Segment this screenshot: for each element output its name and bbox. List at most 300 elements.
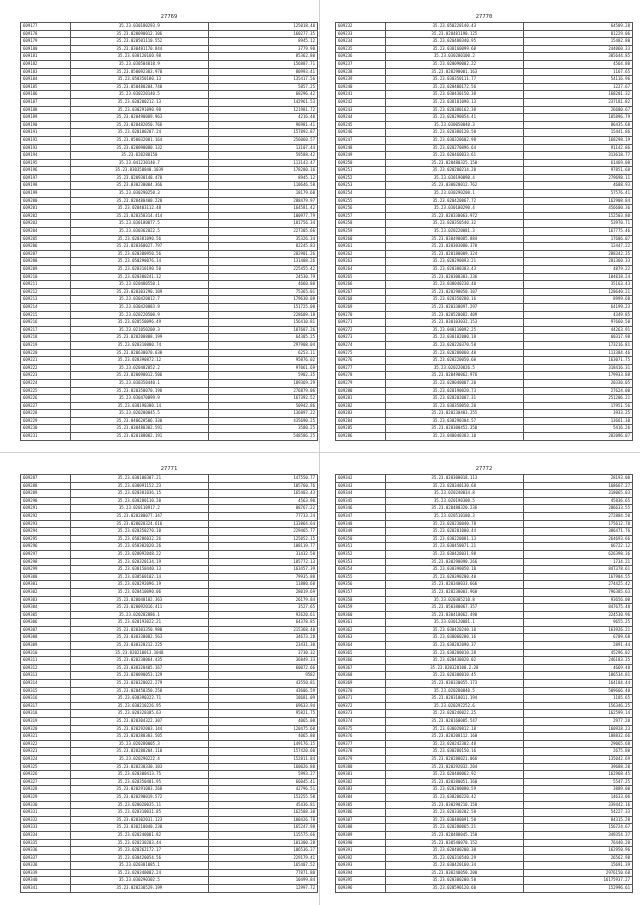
parcel-code-cell: 35.23.020220500.9 [70, 311, 208, 319]
table-row [21, 144, 318, 152]
row-id-cell: 609336 [21, 847, 71, 855]
table-row [21, 288, 318, 296]
row-id-cell: 609249 [336, 152, 386, 160]
data-table [20, 22, 318, 441]
parcel-code-cell: 35.23.020420067.72 [385, 197, 523, 205]
row-id-cell: 609384 [336, 793, 386, 801]
amount-cell: 27624.00 [523, 387, 632, 395]
row-id-cell: 609269 [336, 303, 386, 311]
parcel-code-cell: 35.23.030180293.9 [70, 23, 208, 31]
row-id-cell: 609329 [21, 793, 71, 801]
table-row [21, 45, 318, 53]
table-row [336, 220, 633, 228]
table-row [336, 695, 633, 703]
parcel-code-cell: 35.23.020292096.19 [70, 581, 208, 589]
row-id-cell: 609276 [336, 357, 386, 365]
parcel-code-cell: 35.23.030280110.20 [70, 497, 208, 505]
row-id-cell: 609354 [336, 566, 386, 574]
table-row [21, 809, 318, 817]
table-row [336, 23, 633, 31]
table-row [21, 558, 318, 566]
parcel-code-cell: 35.23.020410090.06 [70, 588, 208, 596]
table-row [336, 763, 633, 771]
parcel-code-cell: 35.23.020092048.22 [70, 550, 208, 558]
parcel-code-cell: 35.23.020300413.75 [70, 771, 208, 779]
table-row [336, 364, 633, 372]
row-id-cell: 609186 [21, 91, 71, 99]
table-row [21, 319, 318, 327]
row-id-cell: 609273 [336, 334, 386, 342]
parcel-code-cell: 35.23.020090080.132 [70, 144, 208, 152]
row-id-cell: 609240 [336, 83, 386, 91]
parcel-code-cell: 35.23.020480045.150 [385, 831, 523, 839]
row-id-cell: 609259 [336, 228, 386, 236]
amount-cell: 282096.07 [523, 433, 632, 441]
row-id-cell: 609290 [21, 497, 71, 505]
amount-cell: 2675.80 [523, 748, 632, 756]
amount-cell: 178280.16 [208, 167, 317, 175]
table-row [336, 136, 633, 144]
amount-cell: 297908.04 [208, 341, 317, 349]
amount-cell: 15441.86 [523, 129, 632, 137]
row-id-cell: 609213 [21, 296, 71, 304]
table-row [21, 121, 318, 129]
table-row [21, 475, 318, 483]
row-id-cell: 609243 [336, 106, 386, 114]
row-id-cell: 609311 [21, 657, 71, 665]
row-id-cell: 609286 [336, 433, 386, 441]
row-id-cell: 609222 [21, 364, 71, 372]
table-row [336, 212, 633, 220]
amount-cell: 173216.81 [523, 341, 632, 349]
parcel-code-cell: 35.23.020300452.350 [385, 425, 523, 433]
row-id-cell: 609379 [336, 755, 386, 763]
row-id-cell: 609348 [336, 520, 386, 528]
row-id-cell: 609393 [336, 862, 386, 870]
table-row [336, 497, 633, 505]
row-id-cell: 609192 [21, 136, 71, 144]
table-row [21, 839, 318, 847]
amount-cell: 31432.50 [208, 550, 317, 558]
row-id-cell: 609312 [21, 664, 71, 672]
row-id-cell: 609316 [21, 695, 71, 703]
table-row [336, 45, 633, 53]
parcel-code-cell: 35.23.020280150 [70, 152, 208, 160]
amount-cell: 6709.68 [523, 634, 632, 642]
amount-cell: 152503.80 [523, 212, 632, 220]
amount-cell: 4349.85 [523, 311, 632, 319]
table-row [21, 273, 318, 281]
parcel-code-cell: 35.23.020350270.10 [70, 528, 208, 536]
row-id-cell: 609227 [21, 402, 71, 410]
table-row [336, 167, 633, 175]
amount-cell: 120640.21 [523, 288, 632, 296]
table-row [21, 718, 318, 726]
amount-cell: 187687.26 [208, 326, 317, 334]
row-id-cell: 609224 [21, 379, 71, 387]
row-id-cell: 609309 [21, 642, 71, 650]
table-row [21, 205, 318, 213]
parcel-code-cell: 35.23.020280045.5 [70, 410, 208, 418]
row-id-cell: 609347 [336, 512, 386, 520]
parcel-code-cell: 35.23.020220370.58 [385, 341, 523, 349]
parcel-code-cell: 35.23.020403112.48 [70, 205, 208, 213]
row-id-cell: 609177 [21, 23, 71, 31]
parcel-code-cell: 35.23.030420083.9 [70, 303, 208, 311]
amount-cell: 121981.72 [208, 106, 317, 114]
table-row [336, 235, 633, 243]
parcel-code-cell: 35.23.020330063.972 [385, 212, 523, 220]
amount-cell: 28019.69 [208, 588, 317, 596]
table-row [336, 687, 633, 695]
row-id-cell: 609294 [21, 528, 71, 536]
table-row [336, 718, 633, 726]
row-id-cell: 609291 [21, 505, 71, 513]
row-id-cell: 609236 [336, 53, 386, 61]
parcel-code-cell: 35.23.020330097.297 [385, 303, 523, 311]
row-id-cell: 609239 [336, 76, 386, 84]
row-id-cell: 609178 [21, 30, 71, 38]
table-row [336, 159, 633, 167]
parcel-code-cell: 35.23.030040230.40 [385, 281, 523, 289]
row-id-cell: 609362 [336, 626, 386, 634]
amount-cell: 125052.15 [208, 535, 317, 543]
parcel-code-cell: 35.23.020230403.255 [385, 410, 523, 418]
table-row [336, 38, 633, 46]
row-id-cell: 609338 [21, 862, 71, 870]
amount-cell: 313618.77 [523, 152, 632, 160]
row-id-cell: 609219 [21, 341, 71, 349]
row-id-cell: 609193 [21, 144, 71, 152]
amount-cell: 157892.87 [208, 129, 317, 137]
parcel-code-cell: 35.23.020520082.409 [385, 311, 523, 319]
table-row [21, 490, 318, 498]
parcel-code-cell: 35.23.020230040.78 [385, 520, 523, 528]
parcel-code-cell: 35.23.020290054.41 [385, 114, 523, 122]
row-id-cell: 609353 [336, 558, 386, 566]
parcel-code-cell: 35.23.020400340.95 [385, 38, 523, 46]
row-id-cell: 609370 [336, 687, 386, 695]
parcel-code-cell: 35.23.020200112.160 [385, 733, 523, 741]
parcel-code-cell: 35.23.030420160.34 [385, 862, 523, 870]
parcel-code-cell: 35.23.030091152.23 [70, 482, 208, 490]
parcel-code-cell: 35.23.030103032.153 [385, 319, 523, 327]
parcel-code-cell: 35.23.020480200.30 [385, 847, 523, 855]
parcel-code-cell: 35.23.030480302.591 [70, 425, 208, 433]
data-table [20, 474, 318, 893]
amount-cell: 15691.39 [523, 862, 632, 870]
table-row [21, 174, 318, 182]
parcel-code-cell: 35.23.020481190.125 [385, 30, 523, 38]
table-row [21, 417, 318, 425]
amount-cell: 229465.77 [208, 528, 317, 536]
parcel-code-cell: 35.23.030181090.13 [385, 98, 523, 106]
row-id-cell: 609357 [336, 588, 386, 596]
amount-cell: 349354.37 [523, 831, 632, 839]
parcel-code-cell: 35.23.020381036.15 [70, 490, 208, 498]
amount-cell: 1734.21 [523, 558, 632, 566]
parcel-code-cell: 35.23.020160005.547 [385, 718, 523, 726]
parcel-code-cell: 35.23.020220026.5 [385, 364, 523, 372]
parcel-code-cell: 35.23.041230140.7 [70, 159, 208, 167]
amount-cell: 3730.32 [208, 649, 317, 657]
parcel-code-cell: 35.23.020430020.02 [385, 657, 523, 665]
row-id-cell: 609295 [21, 535, 71, 543]
table-row [336, 528, 633, 536]
table-row [21, 281, 318, 289]
table-row [21, 38, 318, 46]
parcel-code-cell: 35.23.020180009.324 [385, 250, 523, 258]
amount-cell: 2977.28 [523, 718, 632, 726]
parcel-code-cell: 35.23.050220140.43 [385, 23, 523, 31]
amount-cell: 156410.81 [208, 319, 317, 327]
amount-cell: 163457.39 [208, 566, 317, 574]
row-id-cell: 609284 [336, 417, 386, 425]
table-row [21, 831, 318, 839]
amount-cell: 50942.86 [208, 402, 317, 410]
parcel-code-cell: 35.23.020350540.32 [385, 220, 523, 228]
amount-cell: 147550.77 [208, 475, 317, 483]
amount-cell: 77871.80 [208, 869, 317, 877]
parcel-code-cell: 35.23.020180207.24 [70, 129, 208, 137]
data-table [335, 22, 633, 441]
parcel-code-cell: 35.23.030290302.5 [70, 877, 208, 885]
row-id-cell: 609305 [21, 611, 71, 619]
amount-cell: 156887.71 [208, 60, 317, 68]
amount-cell: 153255.58 [208, 793, 317, 801]
parcel-code-cell: 35.23.030290200.1 [385, 190, 523, 198]
amount-cell: 113143.47 [208, 159, 317, 167]
table-row [21, 23, 318, 31]
amount-cell: 64378.85 [208, 619, 317, 627]
table-row [336, 334, 633, 342]
table-row [21, 763, 318, 771]
table-row [336, 816, 633, 824]
table-row [21, 695, 318, 703]
table-row [21, 748, 318, 756]
amount-cell: 113384.46 [523, 349, 632, 357]
row-id-cell: 609367 [336, 664, 386, 672]
parcel-code-cell: 35.23.020202087.31 [385, 395, 523, 403]
amount-cell: 35326.34 [208, 235, 317, 243]
table-row [21, 68, 318, 76]
row-id-cell: 609188 [21, 106, 71, 114]
row-id-cell: 609281 [336, 395, 386, 403]
amount-cell: 12997.72 [208, 885, 317, 893]
amount-cell: 97851.68 [523, 167, 632, 175]
amount-cell: 179933.88 [523, 372, 632, 380]
parcel-code-cell: 35.23.020290050.107 [385, 288, 523, 296]
row-id-cell: 609221 [21, 357, 71, 365]
table-row [21, 512, 318, 520]
amount-cell: 237181.82 [523, 98, 632, 106]
amount-cell: 244060.33 [523, 45, 632, 53]
parcel-code-cell: 35.23.030120160.98 [70, 53, 208, 61]
row-id-cell: 609292 [21, 512, 71, 520]
amount-cell: 281360.33 [523, 258, 632, 266]
row-id-cell: 609279 [336, 379, 386, 387]
row-id-cell: 609278 [336, 372, 386, 380]
parcel-code-cell: 35.23.020340033.666 [385, 581, 523, 589]
parcel-code-cell: 35.23.020020035.11 [70, 801, 208, 809]
row-id-cell: 609203 [21, 220, 71, 228]
parcel-code-cell: 35.23.020290001.163 [385, 68, 523, 76]
amount-cell: 227305.66 [208, 228, 317, 236]
row-id-cell: 609380 [336, 763, 386, 771]
row-id-cell: 609301 [21, 581, 71, 589]
parcel-code-cell: 35.23.030390050.10 [385, 566, 523, 574]
table-row [336, 642, 633, 650]
row-id-cell: 609268 [336, 296, 386, 304]
parcel-code-cell: 35.23.020230330.103 [70, 763, 208, 771]
amount-cell: 76440.20 [523, 839, 632, 847]
parcel-code-cell: 35.23.020220081.3 [385, 228, 523, 236]
table-row [336, 566, 633, 574]
amount-cell: 91142.86 [523, 144, 632, 152]
row-id-cell: 609349 [336, 528, 386, 536]
row-id-cell: 609266 [336, 281, 386, 289]
row-id-cell: 609343 [336, 482, 386, 490]
table-row [21, 152, 318, 160]
amount-cell: 15482.80 [523, 38, 632, 46]
table-row [21, 250, 318, 258]
parcel-code-cell: 35.23.030190090.4 [385, 174, 523, 182]
parcel-code-cell: 35.23.020460033.61 [385, 152, 523, 160]
row-id-cell: 609322 [21, 740, 71, 748]
amount-cell: 100426.78 [208, 816, 317, 824]
row-id-cell: 609229 [21, 417, 71, 425]
parcel-code-cell: 35.23.030560102.14 [70, 573, 208, 581]
row-id-cell: 609372 [336, 702, 386, 710]
parcel-code-cell: 35.23.020240001.82 [70, 831, 208, 839]
amount-cell: 100977.79 [208, 212, 317, 220]
amount-cell: 59588.42 [208, 152, 317, 160]
parcel-code-cell: 35.23.020305210.8 [385, 596, 523, 604]
amount-cell: 97660.50 [523, 319, 632, 327]
parcel-code-cell: 35.23.020020324.616 [70, 520, 208, 528]
amount-cell: 60072.66 [208, 664, 317, 672]
table-row [21, 634, 318, 642]
row-id-cell: 609350 [336, 535, 386, 543]
amount-cell: 42796.51 [208, 786, 317, 794]
row-id-cell: 609296 [21, 543, 71, 551]
amount-cell: 28193.00 [523, 475, 632, 483]
table-row [336, 793, 633, 801]
table-row [21, 425, 318, 433]
parcel-code-cell: 35.23.020320305.63 [70, 710, 208, 718]
table-row [336, 273, 633, 281]
parcel-code-cell: 35.23.030390322.71 [70, 695, 208, 703]
amount-cell: 23431.30 [208, 642, 317, 650]
parcel-code-cell: 35.23.030320212.225 [70, 642, 208, 650]
row-id-cell: 609225 [21, 387, 71, 395]
row-id-cell: 609204 [21, 228, 71, 236]
table-row [336, 121, 633, 129]
row-id-cell: 609208 [21, 258, 71, 266]
row-id-cell: 609303 [21, 596, 71, 604]
parcel-code-cell: 35.23.020090002.22 [385, 60, 523, 68]
row-id-cell: 609293 [21, 520, 71, 528]
table-row [336, 319, 633, 327]
amount-cell: 16175937.27 [523, 877, 632, 885]
amount-cell: 96981.41 [208, 121, 317, 129]
parcel-code-cell: 35.23.040040383.10 [385, 433, 523, 441]
parcel-code-cell: 35.23.030060280.16 [385, 634, 523, 642]
parcel-code-cell: 35.23.020110917.2 [70, 505, 208, 513]
table-row [336, 771, 633, 779]
row-id-cell: 609320 [21, 725, 71, 733]
amount-cell: 1185.65 [523, 695, 632, 703]
parcel-code-cell: 35.23.030540070.152 [385, 839, 523, 847]
document-page-top-right [335, 13, 633, 441]
table-row [336, 520, 633, 528]
amount-cell: 548586.25 [208, 433, 317, 441]
amount-cell: 44263.91 [523, 326, 632, 334]
table-row [21, 626, 318, 634]
amount-cell: 286633.55 [523, 505, 632, 513]
amount-cell: 8999.60 [523, 296, 632, 304]
parcel-code-cell: 35.23.050302020.26 [70, 543, 208, 551]
parcel-code-cell: 35.23.020490062.976 [385, 372, 523, 380]
amount-cell: 1227.67 [523, 83, 632, 91]
amount-cell: 8945.12 [208, 38, 317, 46]
row-id-cell: 609238 [336, 68, 386, 76]
amount-cell: 456600.36 [523, 205, 632, 213]
amount-cell: 149176.15 [208, 740, 317, 748]
amount-cell: 160928.23 [523, 725, 632, 733]
parcel-code-cell: 35.23.020193022.21 [70, 619, 208, 627]
row-id-cell: 609218 [21, 334, 71, 342]
parcel-code-cell: 35.23.030320602.98 [385, 136, 523, 144]
row-id-cell: 609356 [336, 581, 386, 589]
table-row [21, 596, 318, 604]
amount-cell: 39688.20 [523, 763, 632, 771]
table-row [21, 725, 318, 733]
table-row [21, 395, 318, 403]
table-row [336, 778, 633, 786]
parcel-code-cell: 35.23.020270096.64 [385, 144, 523, 152]
row-id-cell: 609394 [336, 869, 386, 877]
amount-cell: 26680.67 [523, 106, 632, 114]
parcel-code-cell: 35.23.020320134.19 [70, 558, 208, 566]
parcel-code-cell: 35.23.020480550.1 [70, 281, 208, 289]
amount-cell: 43550.81 [208, 680, 317, 688]
table-row [336, 733, 633, 741]
amount-cell: 10499.84 [208, 877, 317, 885]
amount-cell: 165247.98 [208, 824, 317, 832]
amount-cell: 4660.80 [208, 281, 317, 289]
parcel-code-cell: 35.23.020630070.630 [70, 349, 208, 357]
table-row [21, 410, 318, 418]
table-row [21, 76, 318, 84]
table-row [21, 296, 318, 304]
parcel-code-cell: 35.23.020303350.980 [70, 626, 208, 634]
table-row [336, 395, 633, 403]
table-row [336, 877, 633, 885]
table-row [336, 30, 633, 38]
table-row [21, 482, 318, 490]
parcel-code-cell: 35.23.050032001.164 [70, 136, 208, 144]
document-page-bottom-right [335, 465, 633, 893]
row-id-cell: 609282 [336, 402, 386, 410]
row-id-cell: 609288 [21, 482, 71, 490]
row-id-cell: 609345 [336, 497, 386, 505]
table-row [336, 68, 633, 76]
parcel-code-cell: 35.23.030020012.18 [385, 725, 523, 733]
parcel-code-cell: 35.23.020350280.16 [385, 296, 523, 304]
amount-cell: 318065.03 [523, 490, 632, 498]
table-row [336, 702, 633, 710]
